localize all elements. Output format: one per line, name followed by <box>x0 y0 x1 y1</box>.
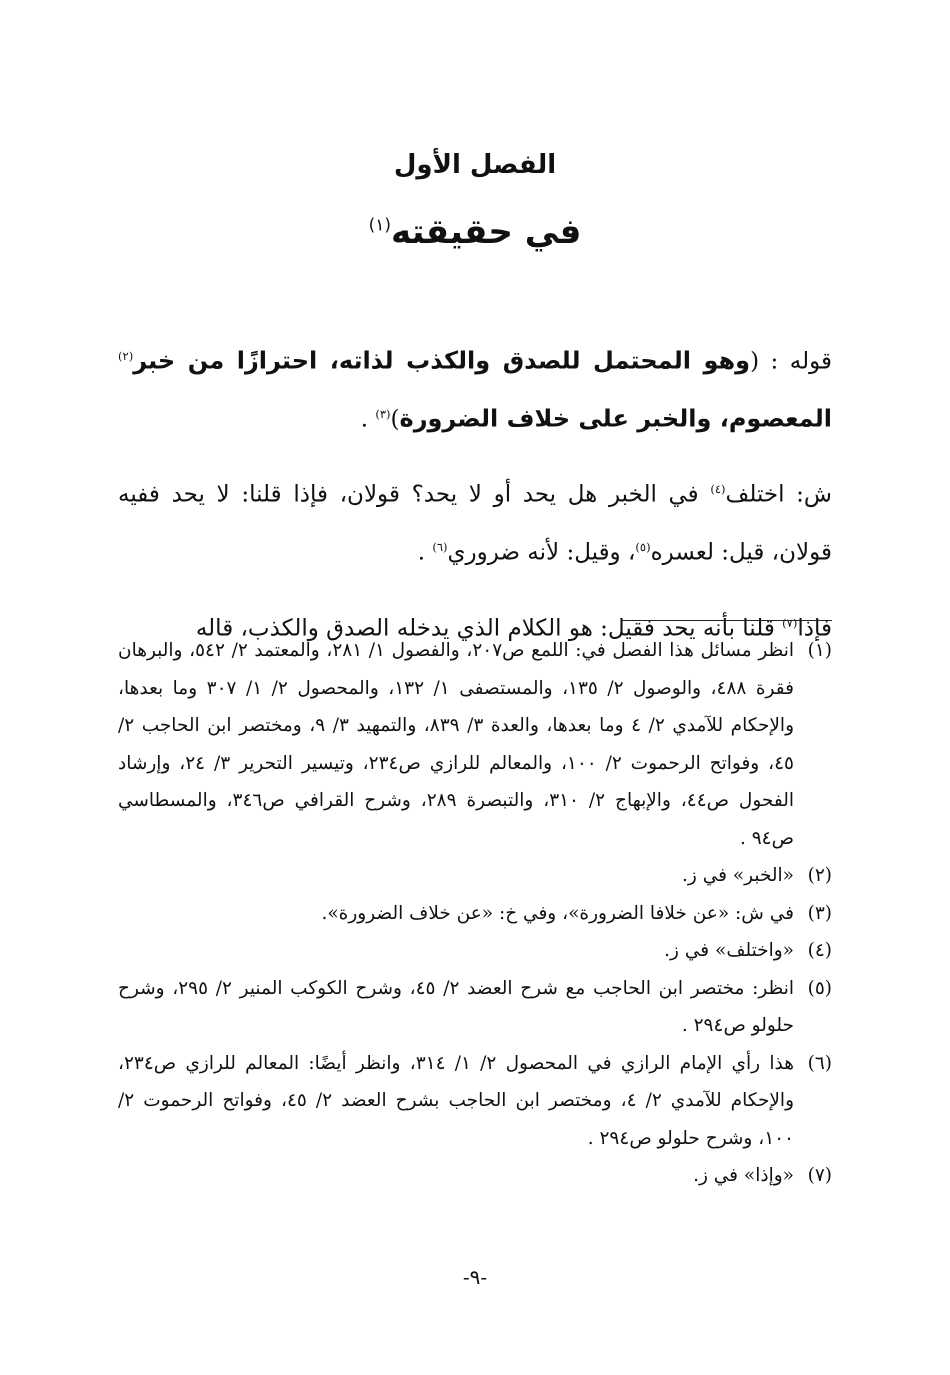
p3-t2: قلنا بأنه يحد فقيل: هو الكلام الذي يدخله الصدق والكذب، قاله <box>195 615 783 642</box>
paragraph-1 <box>118 330 832 445</box>
footnote-item <box>118 932 832 970</box>
footnote-ref-1[interactable]: (١) <box>368 215 392 236</box>
footnote-item <box>118 1045 832 1158</box>
footnote-ref-5[interactable]: (٥) <box>635 539 651 554</box>
chapter-title: الفصل الأول <box>393 150 557 180</box>
p2-t1: ش: اختلف <box>725 481 832 508</box>
footnote-ref-4[interactable]: (٤) <box>710 482 726 497</box>
footnote-text: «واختلف» في ز. <box>664 940 794 961</box>
p1-intro: قوله : ( <box>750 348 833 375</box>
footnote-ref-7[interactable]: (٧) <box>782 615 798 630</box>
footnote-text: في ش: «عن خلافا الضرورة»، وفي خ: «عن خلاف الضرورة». <box>321 902 794 924</box>
footnote-number: (٢) <box>807 865 832 886</box>
footnote-ref-3[interactable]: (٣) <box>375 406 391 421</box>
p1-quote-b: المعصوم، والخبر على خلاف الضرورة <box>399 404 832 433</box>
footnote-number: (١) <box>807 640 832 661</box>
footnote-number: (٦) <box>807 1052 832 1074</box>
p2-t4: . <box>417 539 433 566</box>
p1-end: . <box>360 406 376 433</box>
paragraph-2 <box>118 463 832 578</box>
footnote-number: (٥) <box>807 977 832 999</box>
subtitle-text: في حقيقته <box>391 212 582 252</box>
footnote-item <box>118 1157 832 1195</box>
footnote-number: (٣) <box>807 902 832 924</box>
page-number: -٩- <box>462 1265 488 1289</box>
footnote-text: «الخبر» في ز. <box>682 865 794 886</box>
footnote-text: انظر: مختصر ابن الحاجب مع شرح العضد ٢/ ٤٥، وشرح الكوكب المنير ٢/ ٢٩٥، وشرح حلولو ص٢٩٤ . <box>118 977 794 1036</box>
footnote-item <box>118 970 832 1045</box>
footnote-text: انظر مسائل هذا الفصل في: اللمع ص٢٠٧، والفصول ١/ ٢٨١، والمعتمد ٢/ ٥٤٢، والبرهان فقرة ٤٨٨، والوصول ٢/ ١٣٥، والمستصفى ١/ ١٣٢، والمحصول ٢/ ١/ ٣٠٧ وما بعدها، والإحكام للآمدي ٢/ ٤ وما بعدها، والعدة ٣/ ٨٣٩، والتمهيد ٣/ ٩، ومختصر ابن الحاجب ٢/ ٤٥، وفواتح الرحموت ٢/ ١٠٠، والمعالم للرازي ص٢٣٤، وتيسير التحرير ٣/ ٢٤، وإرشاد الفحول ص٤٤، والإبهاج ٢/ ٣١٠، والتبصرة ٢٨٩، وشرح القرافي ص٣٤٦، والمسطاسي ص٩٤ . <box>118 640 795 849</box>
footnote-item <box>118 857 832 895</box>
p3-t1: فإذا <box>797 615 832 642</box>
footnote-ref-6[interactable]: (٦) <box>432 539 448 554</box>
footnote-number: (٧) <box>807 1165 832 1186</box>
footnote-item <box>118 632 832 857</box>
p2-t2: في الخبر هل يحد أو لا يحد؟ قولان، فإذا قلنا: لا يحد ففيه قولان، قيل: لعسره <box>118 481 832 566</box>
p2-t3: ، وقيل: لأنه ضروري <box>447 539 636 566</box>
section-subtitle <box>0 212 950 252</box>
footnote-text: هذا رأي الإمام الرازي في المحصول ٢/ ١/ ٣١٤، وانظر أيضًا: المعالم للرازي ص٢٣٤، والإحكام للآمدي ٢/ ٤، ومختصر ابن الحاجب بشرح العضد ٢/ ٤٥، وفواتح الرحموت ٢/ ١٠٠، وشرح حلولو ص٢٩٤ . <box>118 1052 794 1149</box>
footnote-item <box>118 895 832 933</box>
footnote-ref-2[interactable]: (٢) <box>118 349 134 363</box>
footnote-separator <box>622 620 832 621</box>
p1-close: ) <box>390 406 400 433</box>
p1-quote-a: وهو المحتمل للصدق والكذب لذاته، احترازًا من خبر <box>133 346 751 375</box>
footnote-number: (٤) <box>807 940 832 961</box>
footnote-text: «وإذا» في ز. <box>693 1165 794 1186</box>
footnotes <box>118 632 832 1195</box>
